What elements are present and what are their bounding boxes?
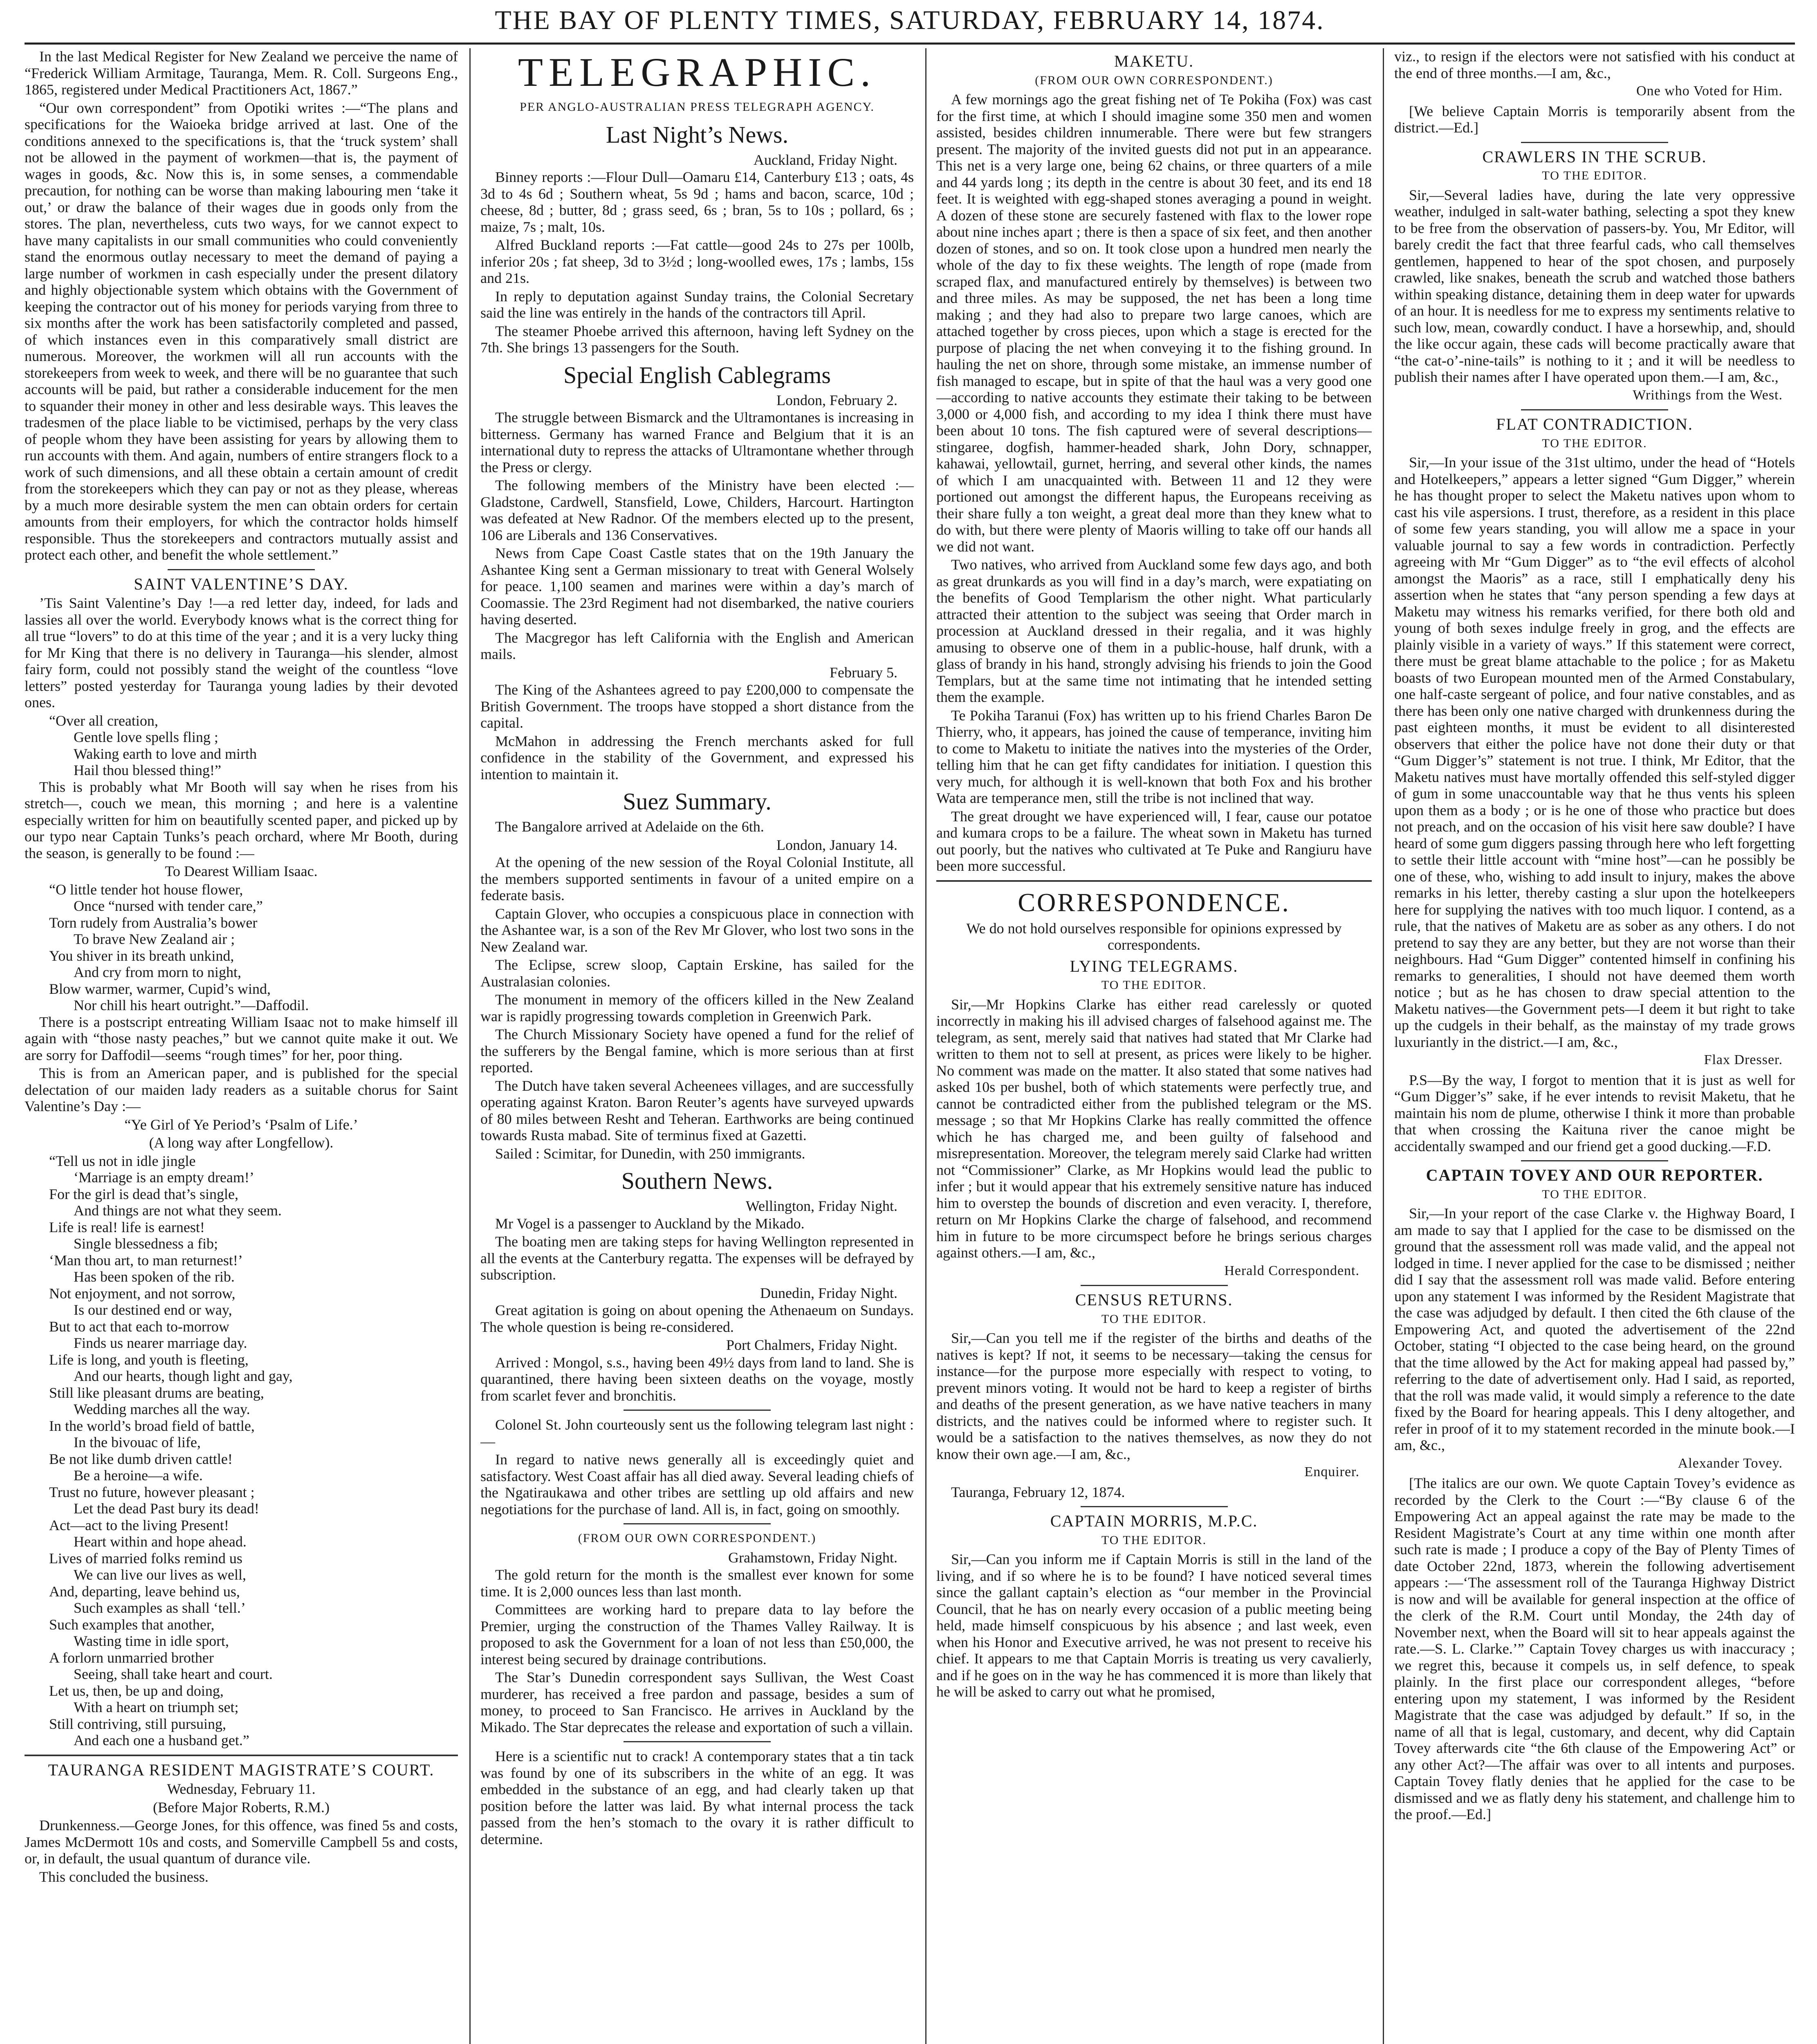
court-presiding: (Before Major Roberts, R.M.) [153, 1799, 330, 1815]
column-divider [469, 48, 471, 2044]
poem-line: And our hearts, though light and gay, [74, 1368, 293, 1384]
poem-line: Not enjoyment, and not sorrow, [49, 1285, 236, 1302]
dateline: London, February 2. [776, 392, 897, 408]
dateline: February 5. [830, 664, 897, 681]
poem-line: “O little tender hot house flower, [49, 881, 243, 898]
signature: One who Voted for Him. [1636, 83, 1783, 99]
poem-line: ‘Marriage is an empty dream!’ [74, 1169, 254, 1186]
article-paragraph: Sir,—Can you inform me if Captain Morris is still in the land of the living, and if so where he is to be found? I have noticed several times since the gallant captain’s election as “our member in the Provincial Council, that he has on nearly every occasion of a public meeting being held, made himself conspicuous by his absence ; and last week, even when his Honor and Executive arrived, he was not present to receive his chief. It appears to me that Captain Morris is treating us very cavalierly, and if he goes on in the way he has commenced it is more than likely that he will be asked to carry out what he promised, [936, 1551, 1372, 1700]
column-4 [1394, 48, 1795, 2044]
dateline: Wellington, Friday Night. [745, 1198, 897, 1214]
dateline: Dunedin, Friday Night. [760, 1284, 897, 1301]
article-paragraph: Colonel St. John courteously sent us the following telegram last night :— [480, 1416, 914, 1450]
column-3 [936, 48, 1372, 2044]
section-rule [1081, 1506, 1228, 1507]
article-paragraph: A few mornings ago the great fishing net of Te Pokiha (Fox) was cast for the first time, at which I should imagine some 350 men and women assisted, besides children innumerable. There were but few strangers present. The majority of the invited guests did not put in an appearance. This net is a very large one, being 62 chains, or three quarters of a mile and 44 yards long ; its depth in the centre is about 30 feet, and its end 18 feet. It is weighted with egg-shaped stones averaging a pound in weight. A dozen of these stone are securely fastened with flax to the lower rope about nine inches apart ; there is then a space of six feet, and then another dozen of stones, and so on. It took close upon a hundred men nearly the whole of the day to fix these weights. The length of rope (made from scraped flax, and manufactured entirely by themselves) is between two and three miles. As may be supposed, the net has been a long time making ; and they had also to prepare two large canoes, which are attached together by cross pieces, upon which a stage is erected for the purpose of placing the net when conveying it to the fishing ground. In hauling the net on shore, through some mistake, an immense number of fish managed to escape, but in spite of that the haul was a very good one —according to native accounts they estimate their taking to be between 3,000 or 4,000 fish, and according to my idea I think there must have been about 10 tons. The fish captured were of several descriptions—stingaree, dogfish, hammer-headed shark, John Dory, schnapper, kahawai, yellowtail, gurnet, herring, and several other kinds, the names of which I am unacquainted with. Between 11 and 12 they were portioned out amongst the different hapus, the Europeans receiving as their share fully a ton weight, a great deal more than they knew what to do with, but there were plenty of Maoris willing to take off our hands all we did not want. [936, 91, 1372, 555]
section-rule [1521, 142, 1668, 143]
poem-subtitle: (A long way after Longfellow). [149, 1134, 334, 1151]
article-paragraph: Binney reports :—Flour Dull—Oamaru £14, Canterbury £13 ; oats, 4s 3d to 4s 6d ; Southern wheat, 5s 9d ; hams and bacon, scarce, 10d ; cheese, 8d ; butter, 8d ; grass seed, 6s ; bran, 5s to 10s ; pollard, 6s ; maize, 7s ; malt, 10s. [480, 169, 914, 235]
poem-line: Once “nursed with tender care,” [74, 898, 263, 914]
article-paragraph: The gold return for the month is the smallest ever known for some time. It is 2,000 ounces less than last month. [480, 1567, 914, 1600]
newspaper-page [25, 0, 1795, 2044]
poem-line: You shiver in its breath unkind, [49, 947, 234, 964]
section-subheading: Suez Summary. [623, 788, 772, 815]
section-subheading: Southern News. [621, 1168, 773, 1194]
poem-line: Torn rudely from Australia’s bower [49, 914, 258, 931]
article-paragraph: This is from an American paper, and is published for the special delectation of our maiden lady readers as a suitable chorus for Saint Valentine’s Day :— [25, 1065, 458, 1114]
section-heading: CAPTAIN MORRIS, M.P.C. [1050, 1512, 1258, 1530]
article-paragraph: Two natives, who arrived from Auckland some few days ago, and both as great drunkards as you will find in a day’s march, were expatiating on the benefits of Good Templarism the other night. What particularly attracted their attention to the subject was seeing that Order march in procession at Auckland dressed in their regalia, and it was highly amusing to observe one of them in a public-house, half drunk, with a glass of brandy in his hand, strongly advising his friends to join the Good Templars, but at the same time not intimating that he intended setting them the example. [936, 556, 1372, 705]
article-paragraph: Captain Glover, who occupies a conspicuous place in connection with the Ashantee war, is a son of the Rev Mr Glover, who lost two sons in the New Zealand war. [480, 905, 914, 955]
article-paragraph: The boating men are taking steps for having Wellington represented in all the events at the Canterbury regatta. The expenses will be defrayed by subscription. [480, 1233, 914, 1283]
article-paragraph: Arrived : Mongol, s.s., having been 49½ days from land to land. She is quarantined, there having been sixteen deaths on the voyage, mostly from scarlet fever and bronchitis. [480, 1354, 914, 1404]
poem-line: Nor chill his heart outright.”—Daffodil. [74, 997, 309, 1013]
poem-line: And, departing, leave behind us, [49, 1583, 240, 1600]
section-rule [624, 1523, 771, 1524]
article-paragraph: At the opening of the new session of the Royal Colonial Institute, all the members supported sentiments in favour of a united empire on a federate basis. [480, 854, 914, 903]
article-paragraph: Sir,—In your report of the case Clarke v. the Highway Board, I am made to say that I applied for the case to be dismissed on the ground that the assessment roll was made valid, and the appeal not lodged in time. I never applied for the case to be dismissed ; neither did I say that the assessment roll was made valid. Before entering upon any statement I was informed by the Resident Magistrate that the case was adjudged by default. I then cited the 6th clause of the Empowering Act, and quoted the advertisement of the 22nd October, stating “I objected to the case being heard, on the ground that the time allowed by the Act for making appeal had passed by,” referring to the date of advertisement only. Had I said, as reported, that the roll was made valid, it would simply a reference to the date fixed by the Board for hearing appeals. This I deny altogether, and refer in proof of it to my statement recorded in the minute book.—I am, &c., [1394, 1205, 1795, 1453]
column-divider [925, 48, 926, 2044]
article-paragraph: The Church Missionary Society have opened a fund for the relief of the sufferers by the Bengal famine, which is more serious than at first reported. [480, 1026, 914, 1076]
section-rule [1521, 1160, 1668, 1161]
poem-line: Such examples that another, [49, 1616, 215, 1633]
poem-line: Still like pleasant drums are beating, [49, 1384, 264, 1401]
article-paragraph: In reply to deputation against Sunday trains, the Colonial Secretary said the line was entirely in the hands of the contractors till April. [480, 288, 914, 321]
article-paragraph: There is a postscript entreating William Isaac not to make himself ill again with “those nasty peaches,” but we cannot quite make it out. We are sorry for Daffodil—seems “rough times” for her, poor thing. [25, 1013, 458, 1063]
to-the-editor: TO THE EDITOR. [1542, 436, 1647, 450]
section-heading: TAURANGA RESIDENT MAGISTRATE’S COURT. [48, 1760, 435, 1779]
poem [25, 713, 458, 779]
article-paragraph: The monument in memory of the officers killed in the New Zealand war is rapidly progressing towards completion in Greenwich Park. [480, 991, 914, 1024]
poem-line: To brave New Zealand air ; [74, 931, 235, 947]
poem-line: Heart within and hope ahead. [74, 1533, 247, 1550]
poem-title: To Dearest William Isaac. [165, 863, 318, 879]
correspondent-line: (FROM OUR OWN CORRESPONDENT.) [1035, 73, 1273, 87]
article-paragraph: P.S—By the way, I forgot to mention that it is just as well for “Gum Digger’s” sake, if he ever intends to revisit Maketu, that he maintain his nom de plume, otherwise I think it more than probable that when crossing the Kaituna river the canoe might be accidentally swamped and our friend get a good ducking.—F.D. [1394, 1071, 1795, 1154]
article-paragraph: Te Pokiha Taranui (Fox) has written up to his friend Charles Baron De Thierry, who, it appears, has joined the cause of temperance, inviting him to come to Maketu to initiate the natives into the mysteries of the Order, telling him that he can get fifty candidates for initiation. I question this very much, for although it is well-known that both Fox and his brother Wata are temperance men, still the tribe is not inclined that way. [936, 707, 1372, 806]
to-the-editor: TO THE EDITOR. [1542, 1187, 1647, 1201]
poem-line: Be a heroine—a wife. [74, 1467, 203, 1484]
article-paragraph: The Dutch have taken several Acheenees villages, and are successfully operating against Kraton. Baron Reuter’s agents have surveyed upwards of 80 miles between Resht and Teheran. Earthworks are being continued towards Rusta mabad. Site of terminus fixed at Gazetti. [480, 1077, 914, 1143]
disclaimer: We do not hold ourselves responsible for opinions expressed by correspondents. [966, 920, 1342, 953]
correspondent-line: (FROM OUR OWN CORRESPONDENT.) [578, 1531, 817, 1545]
poem-line: In the bivouac of life, [74, 1434, 201, 1450]
article-paragraph: McMahon in addressing the French merchants asked for full confidence in the stability of the Government, and expressed his intention to maintain it. [480, 733, 914, 782]
to-the-editor: TO THE EDITOR. [1101, 1312, 1207, 1326]
poem-line: Hail thou blessed thing!” [74, 762, 221, 778]
poem-line: But to act that each to-morrow [49, 1318, 229, 1335]
section-rule [1521, 409, 1668, 410]
section-heading-correspondence: CORRESPONDENCE. [1018, 888, 1290, 917]
article-paragraph: “Our own correspondent” from Opotiki writes :—“The plans and specifications for the Waioeka bridge arrived at last. One of the conditions annexed to the specifications is, that the ‘truck system’ shall not be allowed in the payment of workmen—that is, the payment of wages in goods, &c. Now this is, in some senses, a commendable precaution, for nothing can be worse than making labouring men ‘take it out,’ or draw the balance of their wages due in goods only from the stores. The plan, nevertheless, cuts two ways, for we cannot expect to have many capitalists in our small communities who could conveniently stand the enormous outlay necessary to meet the demand of paying a large number of workmen in cash especially under the present dilatory and highly objectionable system which obtains with the Government of keeping the contractor out of his money for periods varying from three to six months after the work has been satisfactorily completed and passed, of which instances even in this comparatively small district are numerous. Moreover, the workmen will all run accounts with the storekeepers from week to week, and there will be no guarantee that such accounts will be paid, but rather a considerable inducement for the men to squander their money in other and less desirable ways. This leaves the tradesmen of the place liable to be victimised, perhaps by the very class of people whom they have been assisting for years by allowing them to run accounts with them. And again, numbers of entire strangers flock to a work of such dimensions, and all these obtain a certain amount of credit from the storekeepers which they can pay or not as they please, whereas by a much more desirable system the men can obtain orders for certain amounts from their employers, for which the contractor holds himself responsible. Thus the storekeepers and contractors mutually assist and protect each other, and benefit the whole settlement.” [25, 99, 458, 563]
poem-line: For the girl is dead that’s single, [49, 1186, 238, 1202]
poem-line: Wedding marches all the way. [74, 1401, 250, 1417]
poem-line: Lives of married folks remind us [49, 1550, 242, 1567]
article-paragraph: The struggle between Bismarck and the Ultramontanes is increasing in bitterness. Germany has warned France and Belgium that it is an international duty to repress the attacks of Ultramontane whether through the Press or clergy. [480, 409, 914, 475]
section-rule [25, 1755, 458, 1756]
column-divider [1383, 48, 1384, 2044]
poem-line: Wasting time in idle sport, [74, 1633, 229, 1649]
article-paragraph: The Macgregor has left California with the English and American mails. [480, 629, 914, 662]
article-paragraph: Mr Vogel is a passenger to Auckland by the Mikado. [495, 1215, 805, 1232]
signature: Enquirer. [1304, 1464, 1359, 1479]
dateline: Port Chalmers, Friday Night. [726, 1337, 897, 1353]
dateline: Tauranga, February 12, 1874. [951, 1484, 1125, 1500]
masthead-rule [25, 43, 1795, 45]
section-heading-telegraphic: TELEGRAPHIC. [518, 49, 877, 95]
section-rule [624, 1410, 771, 1411]
poem-line: Life is real! life is earnest! [49, 1219, 205, 1235]
section-rule [1081, 1285, 1228, 1286]
article-paragraph: This concluded the business. [39, 1868, 209, 1885]
article-paragraph: Drunkenness.—George Jones, for this offence, was fined 5s and costs, James McDermott 10s and costs, and Somerville Campbell 5s and costs, or, in default, the usual quantum of durance vile. [25, 1817, 458, 1867]
poem-line: In the world’s broad field of battle, [49, 1417, 255, 1434]
article-paragraph: The steamer Phoebe arrived this afternoon, having left Sydney on the 7th. She brings 13 passengers for the South. [480, 323, 914, 356]
poem-line: Seeing, shall take heart and court. [74, 1666, 273, 1682]
section-heading: CENSUS RETURNS. [1075, 1291, 1233, 1309]
column-2 [480, 48, 914, 2044]
poem-title: “Ye Girl of Ye Period’s ‘Psalm of Life.’ [124, 1116, 358, 1133]
article-paragraph: In regard to native news generally all is exceedingly quiet and satisfactory. West Coast affair has all died away. Several leading chiefs of the Ngatiraukawa and other tribes are settling up old affairs and new negotiations for the purchase of land. All is, in fact, going on smoothly. [480, 1451, 914, 1517]
poem-line: Such examples as shall ‘tell.’ [74, 1600, 246, 1616]
poem-line: ‘Man thou art, to man returnest!’ [49, 1252, 243, 1269]
dateline: London, January 14. [776, 836, 897, 853]
poem-line: With a heart on triumph set; [74, 1699, 239, 1715]
section-heading: SAINT VALENTINE’S DAY. [134, 574, 349, 593]
poem-line: And things are not what they seem. [74, 1202, 282, 1219]
poem-line: Has been spoken of the rib. [74, 1269, 235, 1285]
column-1 [25, 48, 458, 2044]
poem-line: We can live our lives as well, [74, 1567, 246, 1583]
poem-line: Finds us nearer marriage day. [74, 1335, 247, 1351]
article-paragraph: The following members of the Ministry have been elected :—Gladstone, Cardwell, Stansfield, Lowe, Childers, Harcourt. Hartington was defeated at New Radnor. Of the members elected up to the present, 106 are Liberals and 136 Conservatives. [480, 477, 914, 543]
section-heading: CAPTAIN TOVEY AND OUR REPORTER. [1426, 1166, 1763, 1184]
section-rule [936, 880, 1372, 882]
to-the-editor: TO THE EDITOR. [1542, 169, 1647, 182]
article-paragraph: The King of the Ashantees agreed to pay £200,000 to compensate the British Government. The troops have stopped a short distance from the capital. [480, 681, 914, 731]
article-paragraph: Sir,—Can you tell me if the register of the births and deaths of the natives is kept? If not, it seems to be necessary—taking the census for instance—for the purpose more especially with respect to voting, to prevent minors voting. It would not be hard to keep a register of births and deaths of the present generation, as we have native teachers in many districts, and the natives could be informed where to register such. It would be a satisfaction to the natives themselves, as now they do not know their own age.—I am, &c., [936, 1330, 1372, 1462]
poem [25, 1153, 458, 1749]
article-paragraph: Here is a scientific nut to crack! A contemporary states that a tin tack was found by one of its subscribers in the white of an egg. It was embedded in the substance of an egg, and had clearly taken up that position before the latter was laid. By what internal process the tack passed from the hen’s stomach to the ovary it is rather difficult to determine. [480, 1748, 914, 1847]
court-date: Wednesday, February 11. [167, 1781, 316, 1797]
to-the-editor: TO THE EDITOR. [1101, 1533, 1207, 1547]
to-the-editor: TO THE EDITOR. [1101, 978, 1207, 992]
article-paragraph: The Bangalore arrived at Adelaide on the 6th. [495, 818, 764, 835]
poem-line: Blow warmer, warmer, Cupid’s wind, [49, 980, 271, 997]
poem-line: Gentle love spells fling ; [74, 729, 218, 745]
editor-note: [We believe Captain Morris is temporarily absent from the district.—Ed.] [1394, 103, 1795, 136]
section-rule [624, 1741, 771, 1742]
poem-line: And cry from morn to night, [74, 964, 241, 980]
poem-line: Trust no future, however pleasant ; [49, 1484, 255, 1500]
poem-line: Still contriving, still pursuing, [49, 1715, 227, 1732]
editor-note: [The italics are our own. We quote Captain Tovey’s evidence as recorded by the Clerk to the Court :—“By clause 6 of the Empowering Act an appeal against the rate may be made to the Resident Magistrate’s Court at any time within one month after such rate is made ; I produce a copy of the Bay of Plenty Times of date October 22nd, 1873, wherein the following advertisement appears :—‘The assessment roll of the Tauranga Highway District is now and will be available for general inspection at the office of the clerk of the R.M. Court until Monday, the 24th day of November next, when the Board will sit to hear appeals against the rate.—S. L. Clarke.’” Captain Tovey charges us with inaccuracy ; we regret this, because it compels us, in self defence, to speak plainly. In the first place our correspondent alleges, “before entering upon my statement, I was informed by the Resident Magistrate that the case was adjudged by default.” If so, in the name of all that is legal, customary, and decent, why did Captain Tovey afterwards cite “the 6th clause of the Empowering Act” or any other Act?—The affair was over to all intents and purposes. Captain Tovey flatly denies that he applied for the case to be dismissed and we as flatly deny his statement, and challenge him to the proof.—Ed.] [1394, 1475, 1795, 1822]
poem-line: A forlorn unmarried brother [49, 1649, 214, 1666]
article-paragraph: Great agitation is going on about opening the Athenaeum on Sundays. The whole question is being re-considered. [480, 1302, 914, 1335]
dateline: Auckland, Friday Night. [754, 151, 897, 168]
poem-line: Be not like dumb driven cattle! [49, 1450, 233, 1467]
poem [25, 881, 458, 1014]
poem-line: “Tell us not in idle jingle [49, 1152, 196, 1169]
section-subheading: Last Night’s News. [606, 121, 789, 148]
article-paragraph: Sir,—In your issue of the 31st ultimo, under the head of “Hotels and Hotelkeepers,” appears a letter signed “Gum Digger,” wherein he has thought proper to select the Maketu natives upon whom to cast his vile aspersions. I trust, therefore, as a resident in this place of some few years standing, you will allow me a space in your valuable journal to say a few words in contradiction. Perfectly agreeing with Mr “Gum Digger” as to “the evil effects of alcohol amongst the Maoris” as a race, still I emphatically deny his assertion when he states that “any person spending a few days at Maketu may witness his remarks verified, for there both old and young of both sexes indulge freely in grog, and the effects are plainly visible in a variety of ways.” If this statement were correct, there must be great blame attachable to the police ; for as Maketu boasts of two European mounted men of the Armed Constabulary, one half-caste sergeant of police, and four native constables, and as there has been only one native charged with drunkenness during the past eighteen months, it must be evident to all disinterested observers that either the police have not done their duty or that “Gum Digger’s” statement is not true. I think, Mr Editor, that the Maketu natives must have mortally offended this self-styled digger of gum in some unaccountable way that he thus vents his spleen upon them as a body ; or is he one of those who practice but does not preach, and on the occasion of his visit here saw double? I have heard of some gum diggers passing through here who left forgetting to settle their little account with “mine host”—can he possibly be one of these, who, wishing to add insult to injury, makes the above remarks in his letter, thereby casting a slur upon the hotelkeepers here for supplying the natives with too much liquor. I contend, as a rule, that the natives of Maketu are as sober as any others. I do not pretend to say they are any better, but they are not worse than their neighbours. Had “Gum Digger” contented himself in confining his remarks to generalities, I should not have deemed them worth notice ; but as he has chosen to draw special attention to the Maketu natives—the Government pets—I deem it but right to take up the cudgels in their behalf, as the mainstay of my trade grows luxuriantly in the district.—I am, &c., [1394, 454, 1795, 1050]
signature: Writhings from the West. [1633, 387, 1783, 403]
poem-line: Single blessedness a fib; [74, 1235, 218, 1252]
article-paragraph: News from Cape Coast Castle states that on the 19th January the Ashantee King sent a German missionary to treat with General Wolsely for peace. 1,100 seamen and marines were within a day’s march of Coomassie. The 23rd Regiment had not disembarked, the native couriers having deserted. [480, 545, 914, 628]
article-paragraph: This is probably what Mr Booth will say when he rises from his stretch—, couch we mean, this morning ; and here is a valentine especially written for him on beautifully scented paper, and picked up by our typo near Captain Tunks’s peach orchard, where Mr Booth, during the season, is generally to be found :— [25, 778, 458, 861]
section-subheading: Special English Cablegrams [563, 361, 831, 388]
section-heading: MAKETU. [1114, 52, 1194, 70]
article-paragraph: viz., to resign if the electors were not satisfied with his conduct at the end of three months.—I am, &c., [1394, 48, 1795, 81]
article-paragraph: Sir,—Several ladies have, during the late very oppressive weather, indulged in salt-water bathing, selecting a spot they knew to be free from the observation of passers-by. You, Mr Editor, will barely credit the fact that three fearful cads, who call themselves gentlemen, happened to hear of the spot chosen, and purposely crawled, like snakes, beneath the scrub and watched those bathers within speaking distance, detaining them in deep water for upwards of an hour. It is needless for me to express my sentiments relative to such low, mean, cowardly conduct. I have a horsewhip, and, should the like occur again, these cads will become practically aware that “the cat-o’-nine-tails” is nothing to it ; and it will be needless to publish their names after I have operated upon them.—I am, &c., [1394, 186, 1795, 385]
agency-line: PER ANGLO-AUSTRALIAN PRESS TELEGRAPH AGENCY. [520, 100, 875, 114]
poem-line: Let us, then, be up and doing, [49, 1682, 224, 1699]
poem-line: Let the dead Past bury its dead! [74, 1500, 259, 1517]
article-paragraph: Committees are working hard to prepare data to lay before the Premier, urging the construction of the Thames Valley Railway. It is proposed to ask the Government for a loan of not less than £50,000, the interest being secured by drainage contributions. [480, 1601, 914, 1667]
article-paragraph: The Star’s Dunedin correspondent says Sullivan, the West Coast murderer, has received a free pardon and passage, besides a sum of money, to proceed to San Francisco. He arrives in Auckland by the Mikado. The Star deprecates the release and exportation of such a villain. [480, 1669, 914, 1735]
section-rule [168, 569, 315, 570]
article-paragraph: The great drought we have experienced will, I fear, cause our potatoe and kumara crops to be a failure. The wheat sown in Maketu has turned out poorly, but the natives who cultivated at Te Puke and Rangiuru have been more successful. [936, 808, 1372, 874]
poem-line: “Over all creation, [49, 712, 158, 729]
signature: Alexander Tovey. [1678, 1455, 1783, 1471]
section-heading: FLAT CONTRADICTION. [1496, 415, 1693, 433]
poem-line: Act—act to the living Present! [49, 1517, 229, 1533]
section-heading: CRAWLERS IN THE SCRUB. [1482, 147, 1707, 166]
article-paragraph: The Eclipse, screw sloop, Captain Erskine, has sailed for the Australasian colonies. [480, 957, 914, 990]
article-paragraph: Alfred Buckland reports :—Fat cattle—good 24s to 27s per 100lb, inferior 20s ; fat sheep, 3d to 3½d ; long-woolled ewes, 17s ; lambs, 15s and 21s. [480, 237, 914, 286]
poem-line: Waking earth to love and mirth [74, 745, 257, 762]
dateline: Grahamstown, Friday Night. [728, 1549, 897, 1566]
signature: Flax Dresser. [1704, 1052, 1783, 1067]
article-paragraph: Sailed : Scimitar, for Dunedin, with 250 immigrants. [495, 1145, 805, 1162]
article-paragraph: In the last Medical Register for New Zealand we perceive the name of “Frederick William Armitage, Tauranga, Mem. R. Coll. Surgeons Eng., 1865, registered under Medical Practitioners Act, 1867.” [25, 48, 458, 98]
article-paragraph: ’Tis Saint Valentine’s Day !—a red letter day, indeed, for lads and lassies all over the world. Everybody knows what is the correct thing for all true “lovers” to do at this time of the year ; and it is a very lucky thing for Mr King that there is no delivery in Tauranga—his slender, almost fairy form, could not possibly stand the weight of the countless “love letters” posted yesterday for Tauranga young ladies by their devoted ones. [25, 595, 458, 710]
masthead: THE BAY OF PLENTY TIMES, SATURDAY, FEBRUARY 14, 1874. [495, 5, 1325, 35]
section-heading: LYING TELEGRAMS. [1070, 957, 1238, 975]
poem-line: Life is long, and youth is fleeting, [49, 1351, 249, 1368]
poem-line: And each one a husband get.” [74, 1732, 249, 1748]
signature: Herald Correspondent. [1224, 1263, 1359, 1278]
article-paragraph: Sir,—Mr Hopkins Clarke has either read carelessly or quoted incorrectly in making his ill advised charges of falsehood against me. The telegram, as sent, merely said that natives had stated that Mr Clarke had written to them not to sell at present, as prices were likely to be higher. No comment was made on the matter. It also stated that some natives had asked 10s per bushel, both of which statements were perfectly true, and cannot be contradicted either from the published telegram or the MS. message ; so that Mr Hopkins Clarke has really committed the offence which he has charged me, and been guilty of falsehood and misrepresentation. Moreover, the telegram merely said Clarke had written not “Commissioner” Clarke, as Mr Hopkins would lead the public to infer ; but it would appear that his extremely sensitive nature has induced him to overstep the bounds of discretion and even veracity. I, therefore, return on Mr Hopkins Clarke the charge of falsehood, and recommend him in future to be more circumspect before he brings serious charges against others.—I am, &c., [936, 996, 1372, 1261]
poem-line: Is our destined end or way, [74, 1302, 232, 1318]
